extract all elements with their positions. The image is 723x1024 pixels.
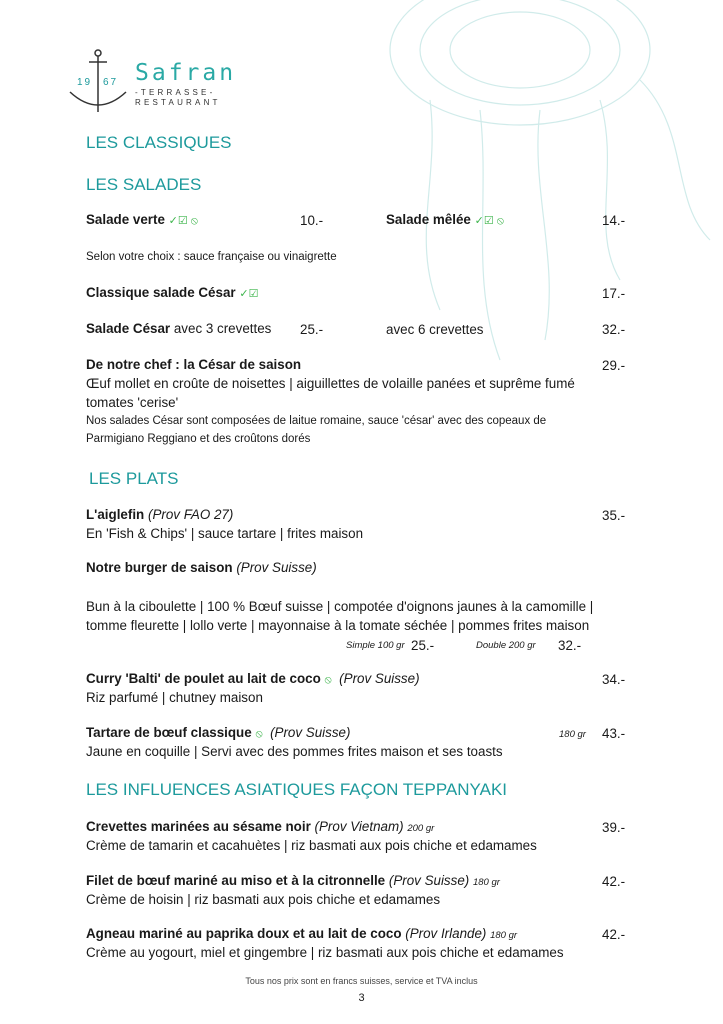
option: avec 6 crevettes xyxy=(386,322,484,337)
item-salade-melee: Salade mêlée ✓☑ ⦸ xyxy=(386,212,504,227)
description: Œuf mollet en croûte de noisettes | aiguillettes de volaille panées et suprême fumé xyxy=(86,376,575,391)
price: 34.- xyxy=(602,672,626,687)
price: 10.- xyxy=(300,213,324,228)
description: Riz parfumé | chutney maison xyxy=(86,690,263,705)
item-aiglefin: L'aiglefin (Prov FAO 27) xyxy=(86,507,234,522)
page-number: 3 xyxy=(358,992,365,1004)
price: 32.- xyxy=(602,322,626,337)
heading-classiques: LES CLASSIQUES xyxy=(86,133,232,152)
jellyfish-illustration xyxy=(290,0,720,400)
logo-line1: -TERRASSE- xyxy=(135,88,216,97)
heading-salades: LES SALADES xyxy=(86,175,202,194)
cesar-info: Nos salades César sont composées de laitue romaine, sauce 'césar' avec des copeaux de xyxy=(86,415,547,427)
heading-asiatiques: LES INFLUENCES ASIATIQUES FAÇON TEPPANYAKI xyxy=(86,780,508,799)
logo-year-right: 67 xyxy=(103,77,119,88)
item-salade-verte: Salade verte ✓☑ ⦸ xyxy=(86,212,198,227)
description: En 'Fish & Chips' | sauce tartare | frites maison xyxy=(86,526,364,541)
item-tartare: Tartare de bœuf classique ⦸ (Prov Suisse) xyxy=(86,725,351,740)
heading-plats: LES PLATS xyxy=(89,469,179,488)
price: 42.- xyxy=(602,874,626,889)
price: 25.- xyxy=(300,322,324,337)
description: Crème de hoisin | riz basmati aux pois chiche et edamames xyxy=(86,892,441,907)
footer-note: Tous nos prix sont en francs suisses, service et TVA inclus xyxy=(245,976,478,986)
price: 42.- xyxy=(602,927,626,942)
logo-line2: RESTAURANT xyxy=(135,98,221,107)
description: Bun à la ciboulette | 100 % Bœuf suisse | compotée d'oignons jaunes à la camomille | xyxy=(86,599,594,614)
price: 14.- xyxy=(602,213,626,228)
diet-icons: ✓☑ xyxy=(239,288,259,300)
weight: Double 200 gr xyxy=(476,640,536,651)
item-cesar-saison: De notre chef : la César de saison xyxy=(86,357,302,372)
price: 17.- xyxy=(602,286,626,301)
item-burger: Notre burger de saison (Prov Suisse) xyxy=(86,560,317,575)
cesar-info: Parmigiano Reggiano et des croûtons dorés xyxy=(86,433,311,445)
price: 43.- xyxy=(602,726,626,741)
item-agneau: Agneau mariné au paprika doux et au lait de coco (Prov Irlande) 180 gr xyxy=(86,926,518,941)
logo-year-left: 19 xyxy=(77,77,93,88)
price: 39.- xyxy=(602,820,626,835)
diet-icons: ✓☑ ⦸ xyxy=(474,215,504,227)
description: Crème de tamarin et cacahuètes | riz basmati aux pois chiche et edamames xyxy=(86,838,537,853)
item-salade-cesar: Salade César avec 3 crevettes xyxy=(86,321,272,336)
diet-icons: ✓☑ ⦸ xyxy=(168,215,198,227)
item-classique-cesar: Classique salade César ✓☑ xyxy=(86,285,259,300)
price: 32.- xyxy=(558,638,582,653)
description: Jaune en coquille | Servi avec des pommes frites maison et ses toasts xyxy=(86,744,503,759)
price: 29.- xyxy=(602,358,626,373)
weight: Simple 100 gr xyxy=(346,640,405,651)
sauce-note: Selon votre choix : sauce française ou vinaigrette xyxy=(86,251,337,263)
item-curry: Curry 'Balti' de poulet au lait de coco ⦸ (Prov Suisse) xyxy=(86,671,420,686)
item-filet-boeuf: Filet de bœuf mariné au miso et à la citronnelle (Prov Suisse) 180 gr xyxy=(86,873,500,888)
description: tomme fleurette | lollo verte | mayonnaise à la tomate séchée | pommes frites maison xyxy=(86,618,590,633)
description: tomates 'cerise' xyxy=(86,395,179,410)
item-crevettes: Crevettes marinées au sésame noir (Prov Vietnam) 200 gr xyxy=(86,819,435,834)
logo-name: Safran xyxy=(135,60,237,86)
description: Crème au yogourt, miel et gingembre | riz basmati aux pois chiche et edamames xyxy=(86,945,564,960)
price: 25.- xyxy=(411,638,435,653)
weight: 180 gr xyxy=(559,729,586,740)
price: 35.- xyxy=(602,508,626,523)
